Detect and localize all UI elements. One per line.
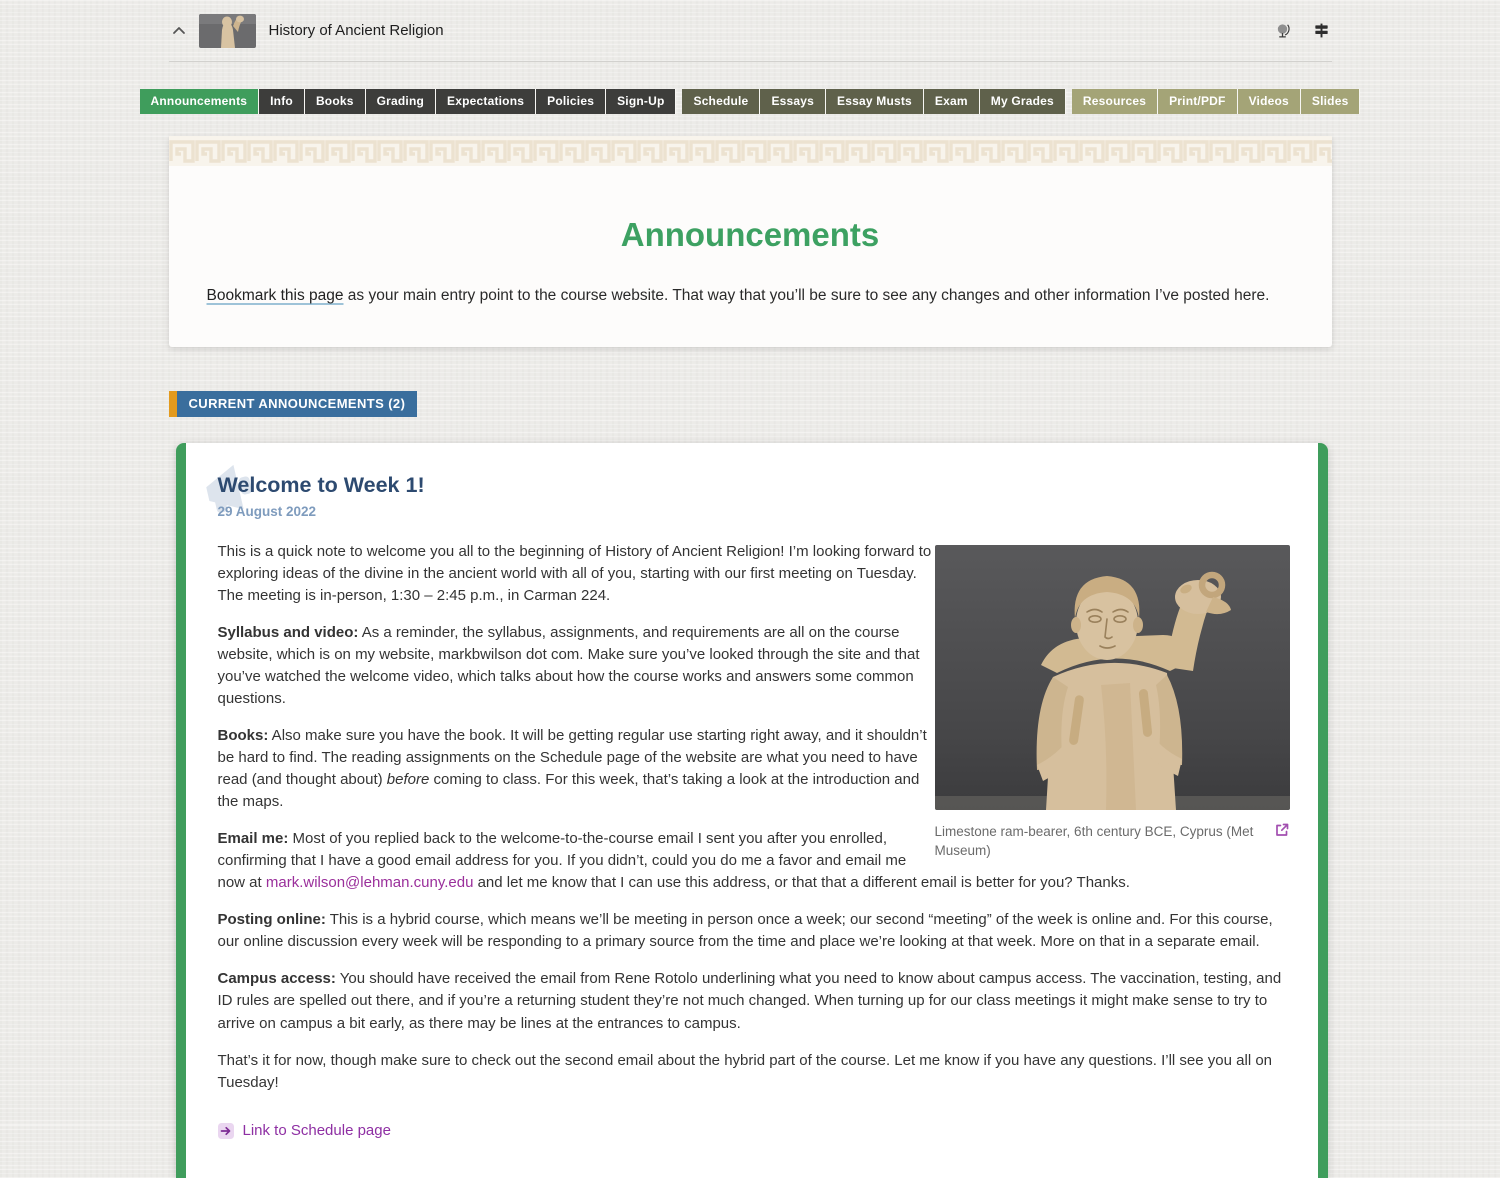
greek-key-border [169, 136, 1332, 166]
paragraph-text: Also make sure you have the book. It will be getting regular use starting right away, and it shouldn’t be hard to find. The reading assignments on the Schedule page of the website are what you need to have read (and thought about) [217, 727, 927, 789]
globe-icon[interactable] [1272, 20, 1293, 41]
tab-schedule[interactable]: Schedule [682, 89, 760, 114]
bookmark-link[interactable]: Bookmark this page [206, 287, 344, 304]
current-announcements-badge [169, 391, 418, 417]
tab-essays[interactable]: Essays [760, 89, 826, 114]
schedule-link-row [218, 1120, 1290, 1142]
announcement-paragraph [218, 909, 1290, 953]
tab-slides[interactable]: Slides [1301, 89, 1361, 114]
tab-my-grades[interactable]: My Grades [980, 89, 1066, 114]
announcement-date: 29 August 2022 [217, 503, 317, 519]
tab-resources[interactable]: Resources [1072, 89, 1158, 114]
paragraph-text: Posting online: [217, 911, 326, 929]
tab-expectations[interactable]: Expectations [436, 89, 536, 114]
tab-policies[interactable]: Policies [536, 89, 606, 114]
paragraph-text: Campus access: [217, 970, 336, 988]
course-logo[interactable] [199, 14, 256, 48]
site-header [169, 0, 1332, 62]
announcement-body [218, 541, 1290, 1142]
announcement-card [176, 443, 1328, 1178]
tab-sign-up[interactable]: Sign-Up [606, 89, 676, 114]
tab-grading[interactable]: Grading [366, 89, 436, 114]
hero-intro [207, 285, 1294, 347]
tab-print-pdf[interactable]: Print/PDF [1158, 89, 1237, 114]
schedule-page-link[interactable]: Link to Schedule page [242, 1121, 391, 1139]
tab-exam[interactable]: Exam [924, 89, 980, 114]
chevron-up-icon[interactable] [169, 21, 189, 41]
course-nav [150, 89, 1349, 114]
paragraph-text: before [386, 771, 430, 789]
announcement-paragraph [218, 968, 1290, 1034]
hero-intro-text: as your main entry point to the course website. That way that you’ll be sure to see any changes and other information I’ve posted here. [343, 287, 1270, 304]
external-link-icon[interactable] [1274, 822, 1290, 861]
paragraph-text: As a reminder, the syllabus, assignments, and requirements are all on the course website, which is on my website, markbwilson dot com. Make sure you’ve looked through the site and that you’ve watched the welcome video, which talks about how the course works and answers some common questions. [217, 623, 920, 707]
page-title: History of Ancient Religion [268, 22, 444, 39]
tab-announcements[interactable]: Announcements [140, 89, 260, 114]
badge-accent-bar [169, 391, 177, 417]
announcement-header [218, 473, 1290, 519]
signpost-icon[interactable] [1311, 20, 1332, 41]
tab-essay-musts[interactable]: Essay Musts [826, 89, 924, 114]
paragraph-text: Books: [217, 727, 269, 745]
email-link[interactable]: mark.wilson@lehman.cuny.edu [265, 874, 474, 892]
paragraph-text: This is a quick note to welcome you all to the beginning of History of Ancient Religion! I’m looking forward to exploring ideas of the divine in the ancient world with all of you, starting with our first meeting on Tuesday. The meeting is in-person, 1:30 – 2:45 p.m., in Carman 224. [217, 542, 932, 604]
announcement-title: Welcome to Week 1! [217, 472, 425, 497]
tab-info[interactable]: Info [259, 89, 305, 114]
paragraph-text: You should have received the email from Rene Rotolo underlining what you need to know about campus access. The vaccination, testing, and ID rules are spelled out there, and if you’re a returning student they’re not much changed. When turning up for our class meetings it might make sense to try to arrive on campus a bit early, as there may be lines at the entrances to campus. [217, 970, 1282, 1032]
announcement-figure [935, 545, 1290, 861]
paragraph-text: coming to class. For this week, that’s taking a look at the introduction and the maps. [217, 771, 920, 811]
paragraph-text: This is a hybrid course, which means we’ll be meeting in person once a week; our second “meeting” of the week is online and. For this course, our online discussion every week will be responding to a primary source from the time and place we’re looking at that week. More on that in a separate email. [217, 911, 1273, 951]
figure-caption: Limestone ram-bearer, 6th century BCE, Cyprus (Met Museum) [934, 823, 1254, 859]
paragraph-text: Most of you replied back to the welcome-to-the-course email I sent you after you enrolled, confirming that I have a good email address for you. If you didn’t, could you do me a favor and email me now at [217, 830, 907, 892]
badge-label: CURRENT ANNOUNCEMENTS (2) [177, 391, 418, 417]
announcement-paragraph [218, 1050, 1290, 1094]
paragraph-text: Syllabus and video: [217, 623, 359, 641]
announcements-hero-card [169, 136, 1332, 347]
ram-bearer-statue-image [935, 545, 1290, 810]
paragraph-text: That’s it for now, though make sure to check out the second email about the hybrid part of the course. Let me know if you have any questions. I’ll see you all on Tuesday! [217, 1051, 1272, 1091]
tab-books[interactable]: Books [305, 89, 366, 114]
paragraph-text: Email me: [217, 830, 289, 848]
hero-title: Announcements [620, 216, 880, 253]
tab-videos[interactable]: Videos [1238, 89, 1301, 114]
paragraph-text: and let me know that I can use this address, or that that a different email is better for you? Thanks. [473, 874, 1130, 892]
arrow-right-icon [218, 1123, 234, 1139]
